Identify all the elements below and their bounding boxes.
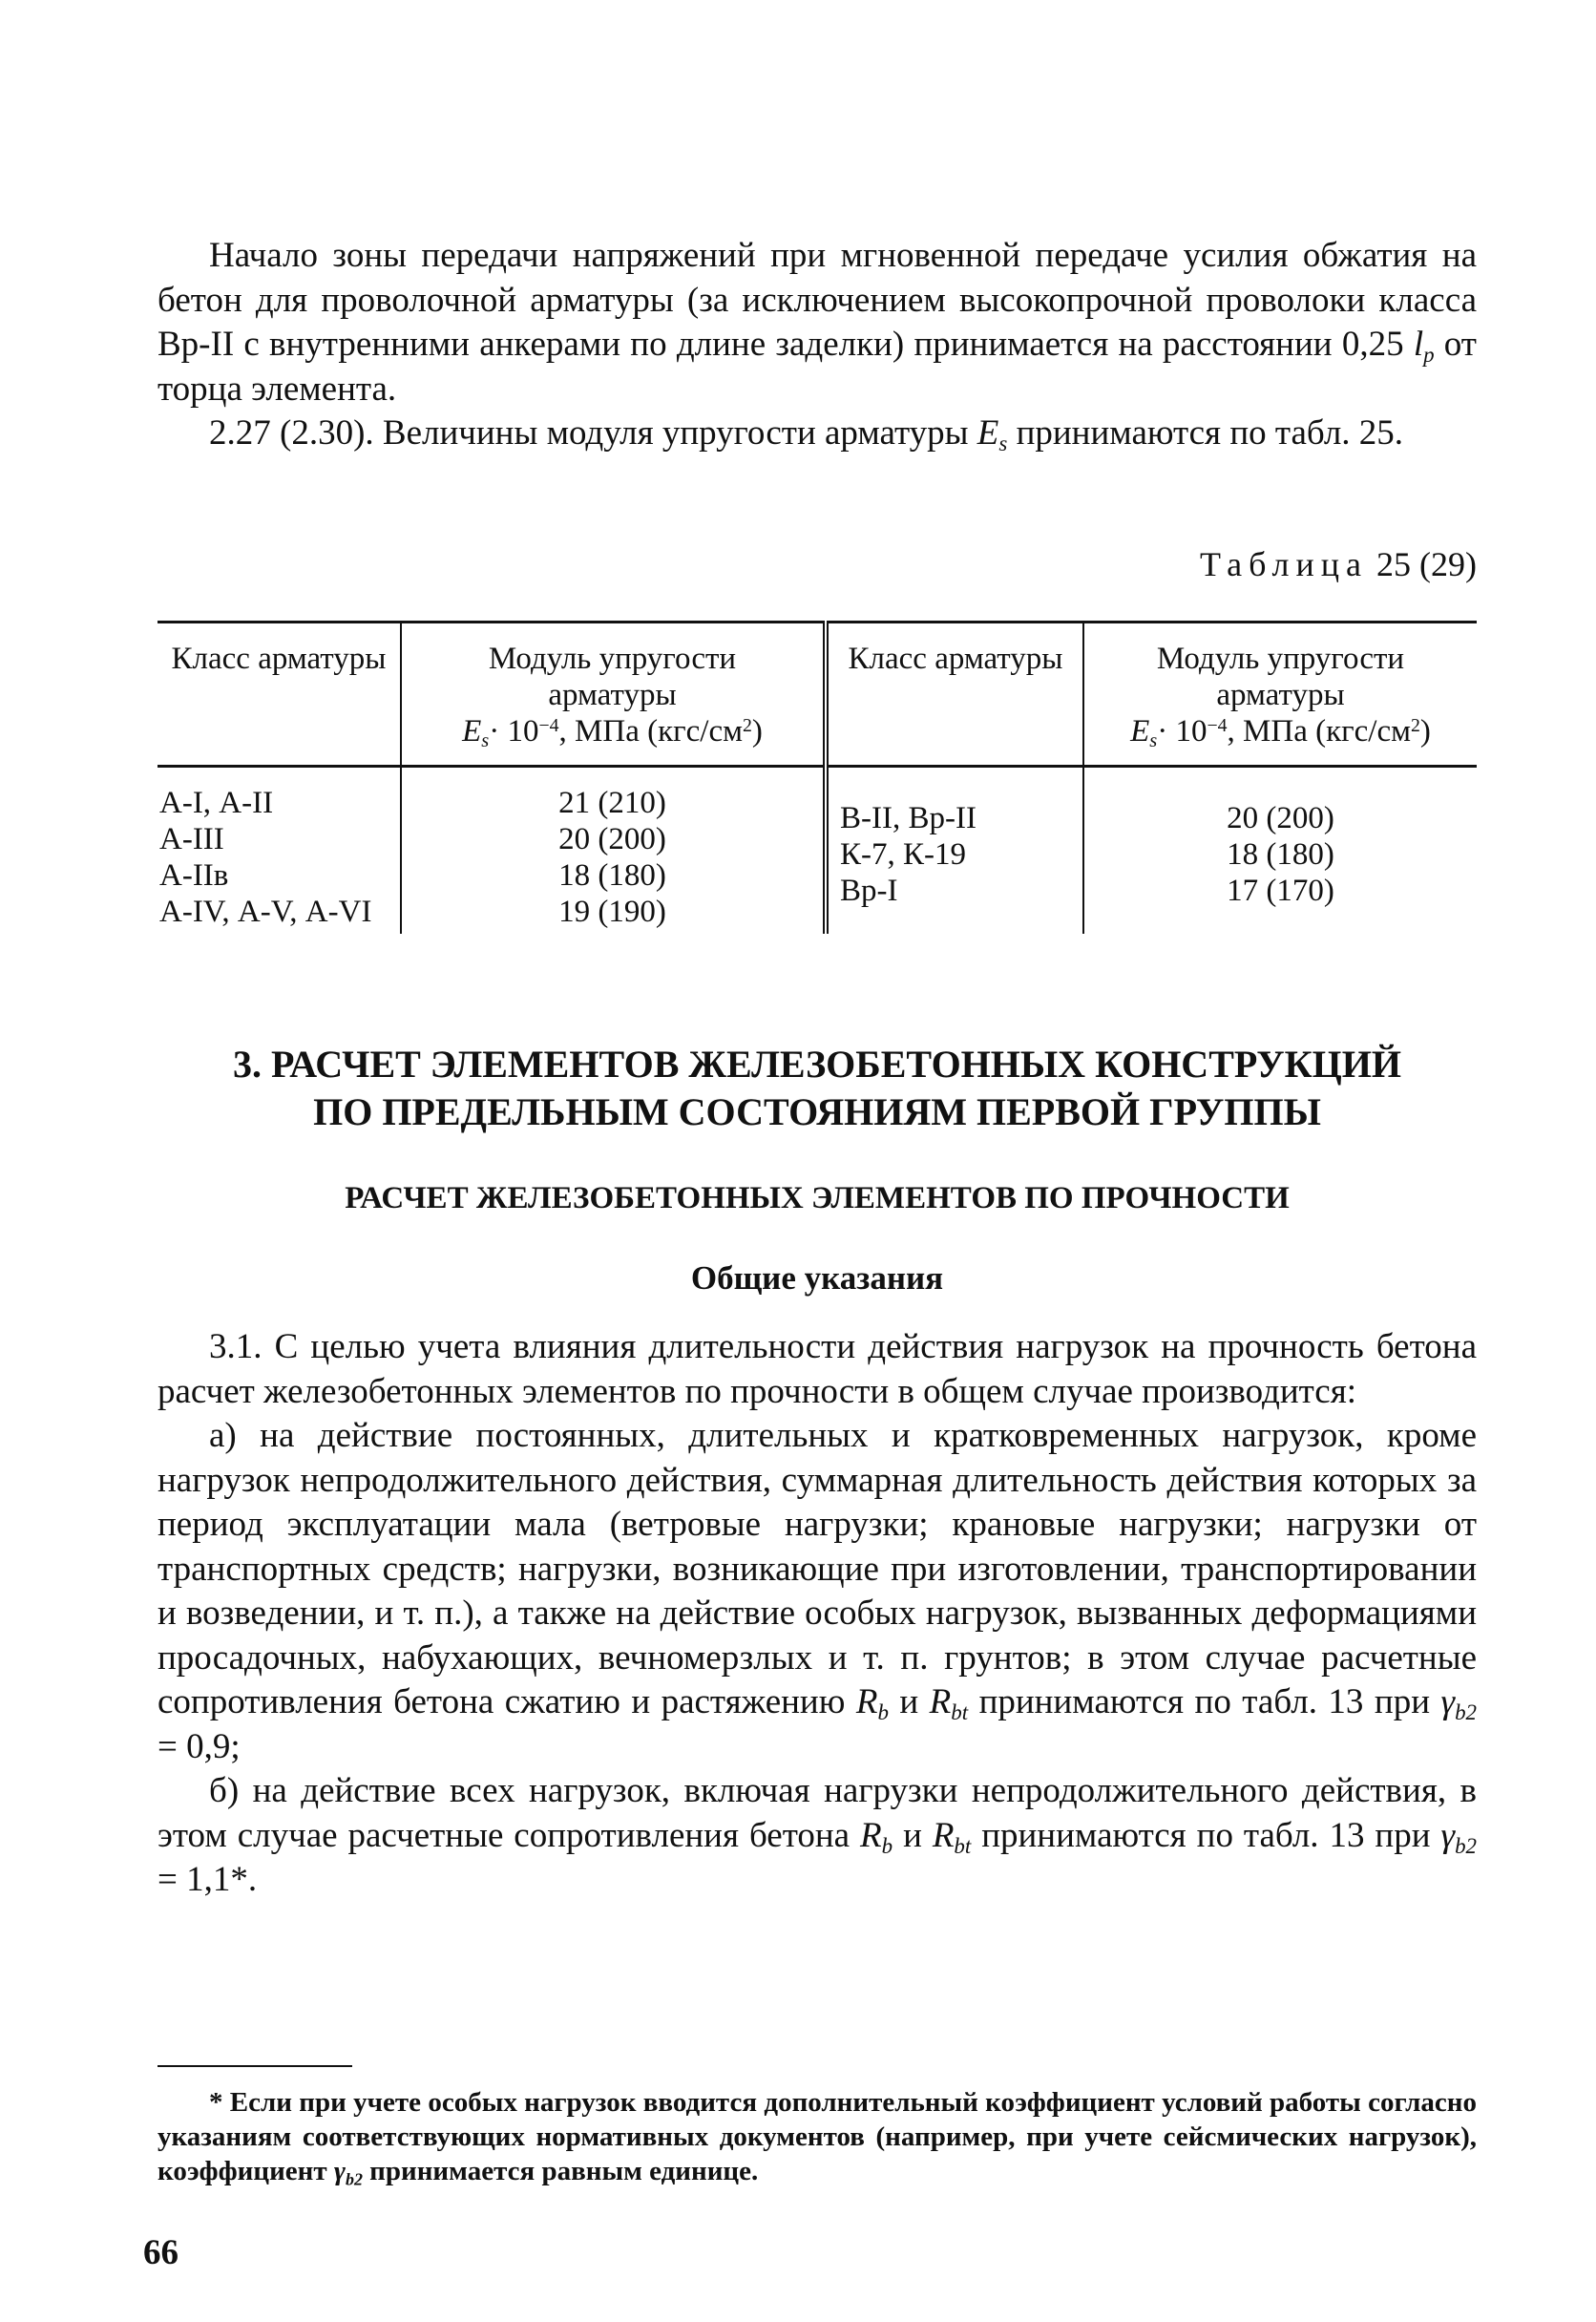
- header-modulus-right: Модуль упругости арматуры $E_s\cdot 10^{-4}$, МПа $(кгс/см^2)$: [1083, 623, 1477, 767]
- paragraph-b: б) на действие всех нагрузок, включая нагрузки непродолжительного действия, в этом случае расчетные сопротивления бетона $R_b$ и $R_{bt}$ принимаются по табл. 13 при $\gamma_{b2} = 1,1*$.: [158, 1771, 1477, 1899]
- left-class-cell: А-I, А-II А-III А-IIв А-IV, А-V, А-VI: [158, 767, 401, 935]
- header-modulus-left: Модуль упругости арматуры $E_s\cdot 10^{-4}$, МПа $(кгс/см^2)$: [401, 623, 826, 767]
- paragraph-a: а) на действие постоянных, длительных и кратковременных нагрузок, кроме нагрузок непродолжительного действия, суммарная длительность действия которых за период эксплуатации мала (ветровые нагрузки; крановые нагрузки; нагрузки от транспортных средств; нагрузки, возникающие при изготовлении, транспортировании и возведении, и т. п.), а также на действие особых нагрузок, вызванных деформациями просадочных, набухающих, вечномерзлых и т. п. грунтов; в этом случае расчетные сопротивления бетона сжатию и растяжению $R_b$ и $R_{bt}$ принимаются по табл. 13 при $\gamma_{b2} = 0,9$;: [158, 1416, 1477, 1766]
- right-value-cell: 20 (200) 18 (180) 17 (170): [1227, 801, 1334, 908]
- section-subsubheading: Общие указания: [690, 1259, 944, 1297]
- left-value-cell: 21 (210) 20 (200) 18 (180) 19 (190): [401, 767, 826, 935]
- intro-text: [158, 234, 1477, 456]
- right-class-cell: В-II, Вр-II К-7, К-19 Вр-I: [826, 767, 1083, 935]
- header-class-left: Класс арматуры: [158, 623, 401, 767]
- header-class-right: Класс арматуры: [826, 623, 1083, 767]
- paragraph-3-1: 3.1. С целью учета влияния длительности действия нагрузок на прочность бетона расчет железобетонных элементов по прочности в общем случае производится:: [158, 1327, 1477, 1411]
- body-text: [158, 1325, 1477, 1903]
- table-caption: Таблица 25 (29): [1200, 545, 1477, 583]
- section-heading: 3. РАСЧЕТ ЭЛЕМЕНТОВ ЖЕЛЕЗОБЕТОННЫХ КОНСТРУКЦИЙ ПО ПРЕДЕЛЬНЫМ СОСТОЯНИЯМ ПЕРВОЙ ГРУППЫ: [232, 1043, 1402, 1133]
- paragraph-2-27: 2.27 (2.30). Величины модуля упругости арматуры $E_s$ принимаются по табл. 25.: [209, 413, 1404, 455]
- footnote: * Если при учете особых нагрузок вводится дополнительный коэффициент условий работы согласно указаниям соответствующих нормативных документов (например, при учете сейсмических нагрузок), коэффициент $\gamma_{b2}$ принимается равным единице.: [158, 2087, 1477, 2189]
- table-row: [158, 767, 1477, 935]
- modulus-table: [158, 621, 1477, 934]
- section-subheading: РАСЧЕТ ЖЕЛЕЗОБЕТОННЫХ ЭЛЕМЕНТОВ ПО ПРОЧНОСТИ: [345, 1181, 1290, 1215]
- page-number: 66: [143, 2233, 178, 2272]
- paragraph-intro-1: Начало зоны передачи напряжений при мгновенной передаче усилия обжатия на бетон для проволочной арматуры (за исключением высокопрочной проволоки класса Вр-II с внутренними анкерами по длине заделки) принимается на расстоянии 0,25 $l_p$ от торца элемента.: [158, 236, 1477, 409]
- footnote-divider: [158, 2065, 352, 2067]
